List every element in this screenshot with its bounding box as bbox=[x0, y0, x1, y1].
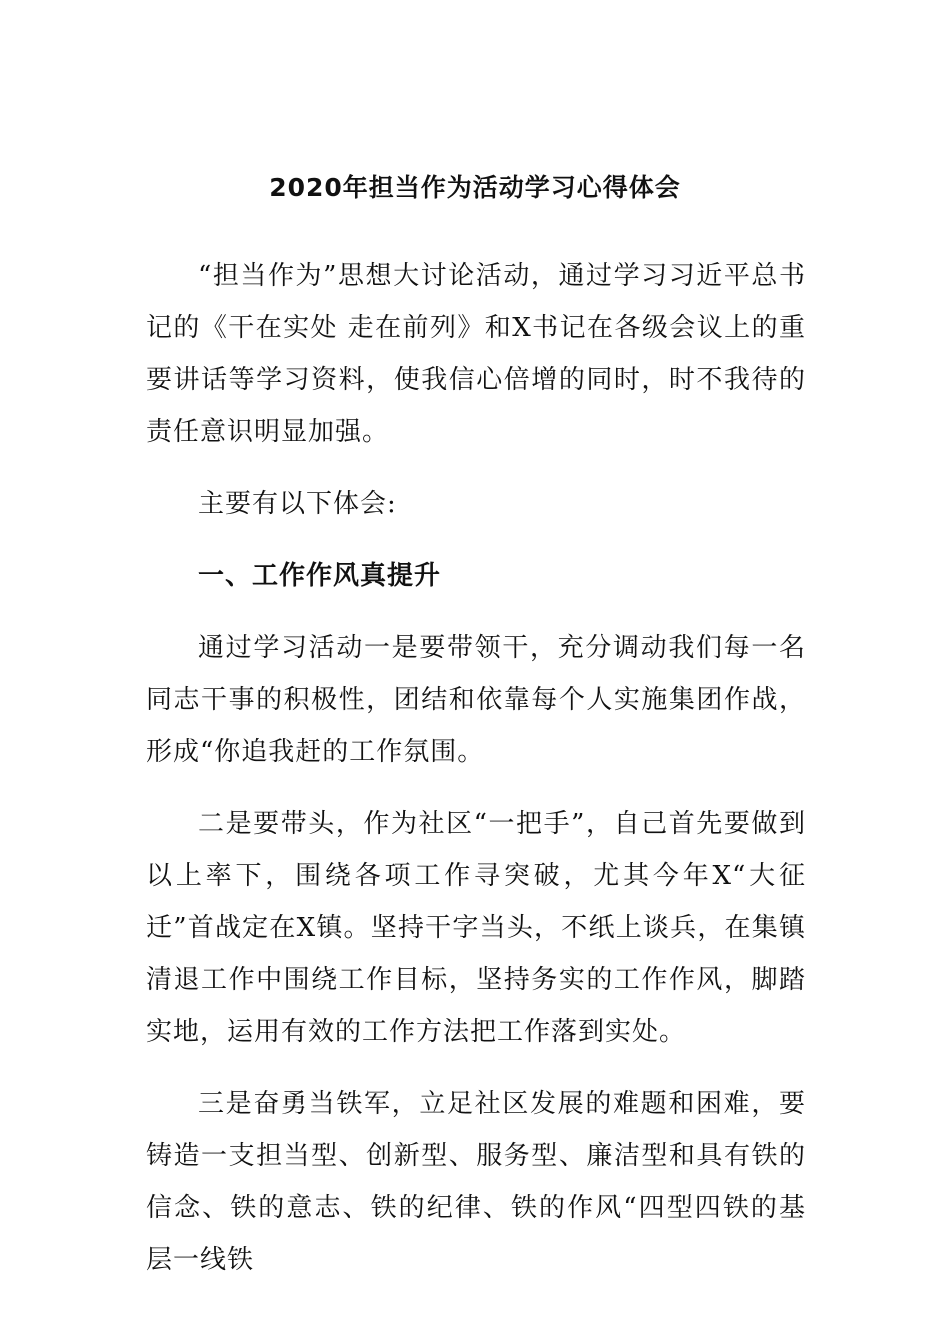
paragraph-point-two: 二是要带头，作为社区“一把手”，自己首先要做到以上率下，围绕各项工作寻突破，尤其今年X“大征迁”首战定在X镇。坚持干字当头，不纸上谈兵，在集镇清退工作中围绕工作目标，坚持务实的工作作风，脚踏实地，运用有效的工作方法把工作落到实处。 bbox=[146, 809, 806, 1047]
paragraph-point-three: 三是奋勇当铁军，立足社区发展的难题和困难，要铸造一支担当型、创新型、服务型、廉洁型和具有铁的信念、铁的意志、铁的纪律、铁的作风“四型四铁的基层一线铁 bbox=[146, 1089, 806, 1275]
document-title: 2020年担当作为活动学习心得体会 bbox=[269, 173, 681, 202]
document-body bbox=[146, 250, 806, 1306]
paragraph-summary-lead: 主要有以下体会: bbox=[198, 489, 397, 519]
paragraph-point-one: 通过学习活动一是要带领干，充分调动我们每一名同志干事的积极性，团结和依靠每个人实施集团作战，形成“你追我赶的工作氛围。 bbox=[146, 633, 806, 767]
paragraph-intro: “担当作为”思想大讨论活动，通过学习习近平总书记的《干在实处 走在前列》和X书记在各级会议上的重要讲话等学习资料，使我信心倍增的同时，时不我待的责任意识明显加强。 bbox=[146, 261, 806, 447]
section-heading: 一、工作作风真提升 bbox=[198, 561, 442, 591]
